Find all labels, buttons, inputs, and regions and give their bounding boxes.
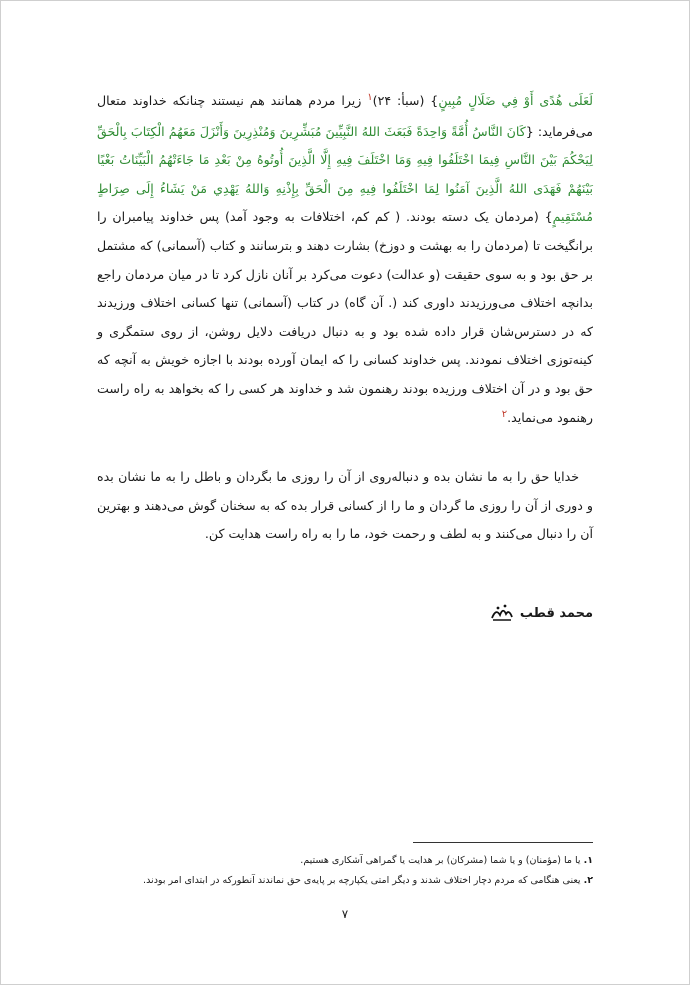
footnote-text: یعنی هنگامی که مردم دچار اختلاف شدند و دیگر امتی یکپارچه بر پایه‌ی حق نماندند آنطورکه در ابتدای امر بودند. <box>143 875 584 886</box>
footnote-1 <box>97 851 593 871</box>
footnote-number: ۲. <box>583 875 593 886</box>
footnote-ref-1[interactable]: ۱ <box>367 92 373 103</box>
footnote-text: یا ما (مؤمنان) و یا شما (مشرکان) بر هدایت یا گمراهی آشکاری هستیم. <box>300 855 584 866</box>
author-signature <box>490 603 593 623</box>
footnote-2 <box>97 871 593 891</box>
footnote-number: ۱. <box>583 855 593 866</box>
footnote-ref-2[interactable]: ۲ <box>501 408 508 420</box>
footnotes <box>97 851 593 891</box>
rahimahullah-ligature-icon <box>490 603 514 623</box>
footnote-divider <box>413 842 593 843</box>
quran-verse-saba: لَعَلَى هُدًى أَوْ فِي ضَلَالٍ مُبِينٍ <box>438 93 593 108</box>
citation-text: } (سبأ: ۲۴) <box>372 93 439 108</box>
page-number: ۷ <box>341 907 349 921</box>
author-name: محمد قطب <box>519 605 593 621</box>
prayer-text: خدایا حق را به ما نشان بده و دنباله‌روی از آن را روزی ما بگردان و باطل را به ما نشان بده و دوری از آن را روزی ما گردان و ما را از کسانی قرار بده که به سخنان گوش می‌دهند و بهترین آن را دنبال می‌کنند و به لطف و رحمت خود، ما را به راه راست هدایت کن. <box>97 469 593 542</box>
paragraph-prayer <box>97 463 593 549</box>
quran-verse-baqarah: كَانَ النَّاسُ أُمَّةً وَاحِدَةً فَبَعَثَ اللهُ النَّبِيِّينَ مُبَشِّرِينَ وَمُنْذِرِينَ وَأَنْزَلَ مَعَهُمُ الْكِتَابَ بِالْحَقِّ لِيَحْكُمَ بَيْنَ النَّاسِ فِيمَا اخْتَلَفُوا فِيهِ وَمَا اخْتَلَفَ فِيهِ إِلَّا الَّذِينَ أُوتُوهُ مِنْ بَعْدِ مَا جَاءَتْهُمُ الْبَيِّنَاتُ بَغْيًا بَيْنَهُمْ فَهَدَى اللهُ الَّذِينَ آمَنُوا لِمَا اخْتَلَفُوا فِيهِ مِنَ الْحَقِّ بِإِذْنِهِ وَاللهُ يَهْدِي مَنْ يَشَاءُ إِلَى صِرَاطٍ مُسْتَقِيمٍ <box>97 123 593 225</box>
intro-text: زیرا مردم همانند هم نیستند چنانکه خداوند متعال می‌فرماید: { <box>97 93 594 139</box>
paragraph-quran-quote <box>97 87 593 434</box>
translation-text: } (مردمان یک دسته بودند. ( کم کم، اختلافات به وجود آمد) پس خداوند پیامبران را برانگیخت تا (مردمان را به بهشت و دوزخ) بشارت دهند و بترسانند و کتاب (آسمانی) که مشتمل بر حق بود و به سوی حقیقت (و عدالت) دعوت می‌کرد بر آنان نازل کرد تا در میان مردمان راجع بدانچه اختلاف می‌ورزیدند داوری کند (. آن گاه) در کتاب (آسمانی) تنها کسانی اختلاف ورزیدند که در دسترس‌شان قرار داده شده بود و به دنبال دریافت دلایل روشن، از روی ستمگری و کینه‌توزی اختلاف نمودند. پس خداوند کسانی را که ایمان آورده بودند با اجازه خویش به آنچه که حق بود و در آن اختلاف ورزیده بودند رهنمون شد و خداوند هر کسی را که بخواهد به راه راست رهنمود می‌نماید. <box>97 209 593 425</box>
